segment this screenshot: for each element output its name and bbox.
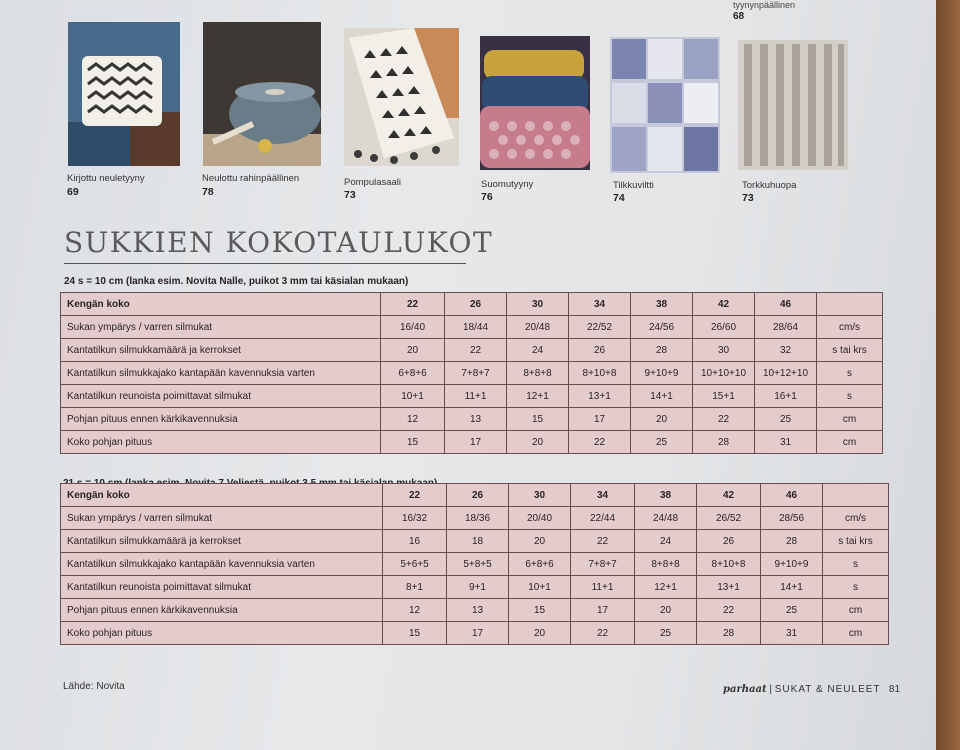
table-cell: 17: [447, 622, 509, 645]
table-cell: 12+1: [507, 385, 569, 408]
table-cell: 22: [571, 622, 635, 645]
table-cell: 20: [509, 622, 571, 645]
product-caption-name: Torkkuhuopa: [742, 180, 797, 191]
table-cell: 31: [761, 622, 823, 645]
unit-cell: s: [823, 576, 889, 599]
table-cell: 28/56: [761, 507, 823, 530]
table-cell: 5+8+5: [447, 553, 509, 576]
size-header: 30: [507, 293, 569, 316]
product-image-scale-cushion: [480, 36, 590, 170]
table-row: [61, 507, 889, 530]
table-cell: 30: [693, 339, 755, 362]
table-cell: 26/60: [693, 316, 755, 339]
table-cell: 22: [697, 599, 761, 622]
row-label: Kantatilkun silmukkajako kantapään kavennuksia varten: [61, 553, 383, 576]
top-corner-caption: [733, 0, 795, 22]
footer-separator: |: [769, 684, 772, 695]
product-caption-page: 69: [67, 186, 79, 198]
table-cell: 20/40: [509, 507, 571, 530]
table-cell: 22: [569, 431, 631, 454]
table-cell: 28: [631, 339, 693, 362]
size-table: [60, 483, 889, 645]
row-label: Koko pohjan pituus: [61, 622, 383, 645]
table-cell: 16/32: [383, 507, 447, 530]
table-cell: 8+10+8: [697, 553, 761, 576]
table-cell: 28: [693, 431, 755, 454]
table-row: [61, 553, 889, 576]
product-image-shawl: [344, 28, 459, 166]
size-header: 38: [631, 293, 693, 316]
table-cell: 32: [755, 339, 817, 362]
table-cell: 17: [569, 408, 631, 431]
table-cell: 15+1: [693, 385, 755, 408]
table-cell: 15: [509, 599, 571, 622]
table-row: [61, 408, 883, 431]
page-footer: [723, 684, 900, 695]
unit-cell: s: [817, 362, 883, 385]
table-cell: 10+12+10: [755, 362, 817, 385]
size-header: 26: [445, 293, 507, 316]
table-cell: 12: [383, 599, 447, 622]
size-header: 30: [509, 484, 571, 507]
table-cell: 25: [761, 599, 823, 622]
table-cell: 24: [507, 339, 569, 362]
table-cell: 20: [381, 339, 445, 362]
size-header: 34: [569, 293, 631, 316]
table-cell: 15: [381, 431, 445, 454]
table-cell: 20/48: [507, 316, 569, 339]
product-caption-page: 76: [481, 191, 493, 203]
table-cell: 9+10+9: [631, 362, 693, 385]
row-label: Kantatilkun reunoista poimittavat silmukat: [61, 385, 381, 408]
table-cell: 25: [755, 408, 817, 431]
product-caption-name: Kirjottu neuletyyny: [67, 173, 145, 184]
table-cell: 17: [571, 599, 635, 622]
table-cell: 24: [635, 530, 697, 553]
table-cell: 25: [635, 622, 697, 645]
table-cell: 18/44: [445, 316, 507, 339]
table-cell: 24/48: [635, 507, 697, 530]
product-caption-page: 73: [742, 192, 754, 204]
size-header: 46: [755, 293, 817, 316]
table-cell: 8+1: [383, 576, 447, 599]
table-cell: 26/52: [697, 507, 761, 530]
table-cell: 26: [697, 530, 761, 553]
product-image-cushion: [68, 22, 180, 166]
table-cell: 13: [445, 408, 507, 431]
table-spec-heading: 24 s = 10 cm (lanka esim. Novita Nalle, puikot 3 mm tai käsialan mukaan): [64, 276, 409, 287]
table-cell: 8+8+8: [507, 362, 569, 385]
product-image-patchwork-blanket: [610, 37, 720, 173]
unit-cell: cm/s: [817, 316, 883, 339]
table-cell: 31: [755, 431, 817, 454]
size-header: 46: [761, 484, 823, 507]
table-cell: 20: [631, 408, 693, 431]
size-table-body: [61, 293, 883, 454]
table-cell: 12: [381, 408, 445, 431]
table-cell: 18/36: [447, 507, 509, 530]
table-row: [61, 385, 883, 408]
size-header: 38: [635, 484, 697, 507]
row-label: Sukan ympärys / varren silmukat: [61, 507, 383, 530]
unit-header: [817, 293, 883, 316]
table-row: [61, 576, 889, 599]
table-cell: 14+1: [631, 385, 693, 408]
source-credit: Lähde: Novita: [63, 681, 125, 692]
product-image-throw: [738, 40, 848, 170]
size-header: 42: [697, 484, 761, 507]
table-cell: 10+1: [509, 576, 571, 599]
size-header: 34: [571, 484, 635, 507]
table-cell: 28: [761, 530, 823, 553]
row-label: Pohjan pituus ennen kärkikavennuksia: [61, 408, 381, 431]
unit-cell: cm: [817, 431, 883, 454]
table-cell: 24/56: [631, 316, 693, 339]
table-cell: 15: [507, 408, 569, 431]
table-cell: 26: [569, 339, 631, 362]
unit-cell: cm: [823, 622, 889, 645]
table-cell: 10+1: [381, 385, 445, 408]
unit-cell: s: [817, 385, 883, 408]
row-label: Kantatilkun silmukkamäärä ja kerrokset: [61, 530, 383, 553]
table-cell: 8+10+8: [569, 362, 631, 385]
table-cell: 28: [697, 622, 761, 645]
table-cell: 20: [507, 431, 569, 454]
page-title: SUKKIEN KOKOTAULUKOT: [64, 226, 494, 259]
table-cell: 6+8+6: [381, 362, 445, 385]
table-row: [61, 431, 883, 454]
table-row: [61, 622, 889, 645]
top-corner-label: tyynynpäällinen: [733, 0, 796, 10]
product-caption-page: 74: [613, 192, 625, 204]
header-label: Kengän koko: [61, 293, 381, 316]
table-cell: 22: [571, 530, 635, 553]
row-label: Kantatilkun silmukkajako kantapään kavennuksia varten: [61, 362, 381, 385]
size-table-body: [61, 484, 889, 645]
size-header: 26: [447, 484, 509, 507]
table-cell: 7+8+7: [571, 553, 635, 576]
product-caption-page: 78: [202, 186, 214, 198]
table-cell: 12+1: [635, 576, 697, 599]
product-caption-name: Neulottu rahinpäällinen: [202, 173, 300, 184]
header-label: Kengän koko: [61, 484, 383, 507]
table-cell: 14+1: [761, 576, 823, 599]
table-row: [61, 362, 883, 385]
table-cell: 28/64: [755, 316, 817, 339]
row-label: Sukan ympärys / varren silmukat: [61, 316, 381, 339]
table-cell: 18: [447, 530, 509, 553]
table-cell: 9+1: [447, 576, 509, 599]
table-cell: 13+1: [697, 576, 761, 599]
row-label: Pohjan pituus ennen kärkikavennuksia: [61, 599, 383, 622]
product-caption-name: Suomutyyny: [481, 179, 534, 190]
table-header-row: [61, 484, 889, 507]
size-header: 42: [693, 293, 755, 316]
size-header: 22: [381, 293, 445, 316]
unit-cell: cm: [823, 599, 889, 622]
table-cell: 20: [635, 599, 697, 622]
unit-header: [823, 484, 889, 507]
row-label: Kantatilkun reunoista poimittavat silmukat: [61, 576, 383, 599]
row-label: Kantatilkun silmukkamäärä ja kerrokset: [61, 339, 381, 362]
table-cell: 6+8+6: [509, 553, 571, 576]
footer-brand: parhaat: [723, 684, 767, 695]
table-cell: 16+1: [755, 385, 817, 408]
product-caption-name: Tilkkuviltti: [613, 180, 654, 191]
size-header: 22: [383, 484, 447, 507]
table-cell: 16/40: [381, 316, 445, 339]
unit-cell: s tai krs: [823, 530, 889, 553]
table-cell: 13: [447, 599, 509, 622]
table-cell: 7+8+7: [445, 362, 507, 385]
table-row: [61, 599, 889, 622]
table-row: [61, 316, 883, 339]
table-row: [61, 339, 883, 362]
table-cell: 11+1: [571, 576, 635, 599]
table-cell: 8+8+8: [635, 553, 697, 576]
table-row: [61, 530, 889, 553]
table-cell: 5+6+5: [383, 553, 447, 576]
row-label: Koko pohjan pituus: [61, 431, 381, 454]
table-header-row: [61, 293, 883, 316]
table-cell: 10+10+10: [693, 362, 755, 385]
footer-page-number: 81: [888, 684, 901, 695]
table-cell: 22: [445, 339, 507, 362]
product-caption-name: Pompulasaali: [344, 177, 402, 188]
product-image-pouf: [203, 22, 321, 166]
product-caption-page: 73: [344, 189, 356, 201]
size-table: [60, 292, 883, 454]
unit-cell: cm/s: [823, 507, 889, 530]
footer-section: SUKAT & NEULEET: [774, 684, 881, 695]
table-cell: 20: [509, 530, 571, 553]
unit-cell: cm: [817, 408, 883, 431]
book-edge: [936, 0, 960, 750]
table-cell: 22: [693, 408, 755, 431]
table-cell: 17: [445, 431, 507, 454]
table-cell: 9+10+9: [761, 553, 823, 576]
title-underline: [64, 263, 466, 264]
top-corner-page-number: 68: [733, 11, 745, 22]
unit-cell: s: [823, 553, 889, 576]
table-cell: 22/52: [569, 316, 631, 339]
unit-cell: s tai krs: [817, 339, 883, 362]
table-cell: 25: [631, 431, 693, 454]
table-cell: 22/44: [571, 507, 635, 530]
table-cell: 13+1: [569, 385, 631, 408]
table-cell: 11+1: [445, 385, 507, 408]
table-cell: 16: [383, 530, 447, 553]
table-cell: 15: [383, 622, 447, 645]
